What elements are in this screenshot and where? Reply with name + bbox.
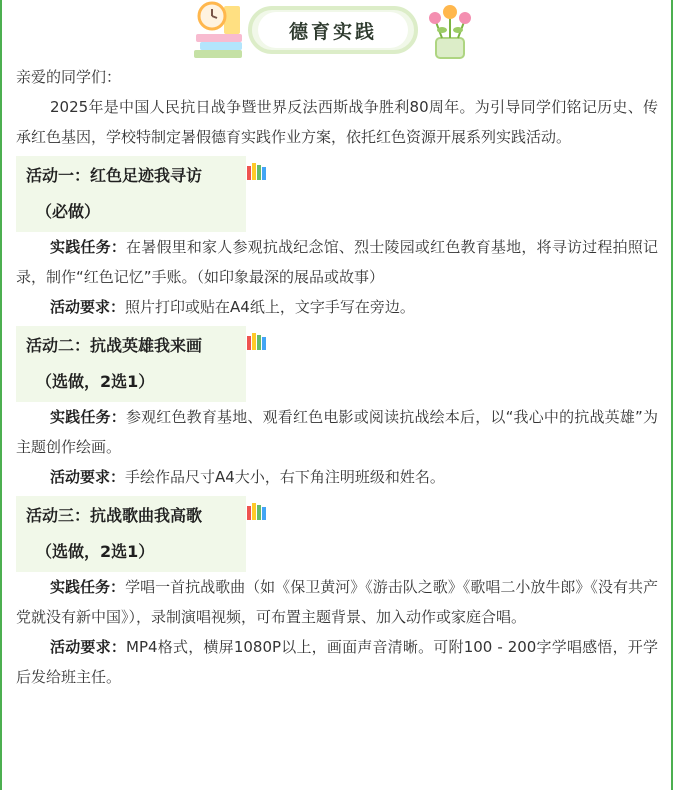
activity-3-heading — [16, 496, 246, 572]
flower-pot-icon — [422, 0, 478, 60]
requirement-text: 手绘作品尺寸A4大小，右下角注明班级和姓名。 — [125, 468, 445, 486]
activity-2-note: （选做，2选1） — [36, 372, 155, 391]
books-icon — [246, 162, 268, 180]
requirement-label: 活动要求： — [50, 468, 126, 486]
requirement-text: 照片打印或贴在A4纸上，文字手写在旁边。 — [125, 298, 415, 316]
task-text: 参观红色教育基地、观看红色电影或阅读抗战绘本后，以“我心中的抗战英雄”为主题创作绘画。 — [16, 408, 658, 456]
requirement-text: MP4格式，横屏1080P以上，画面声音清晰。可附100 - 200字学唱感悟，开学后发给班主任。 — [16, 638, 658, 686]
requirement-label: 活动要求： — [50, 298, 126, 316]
task-label: 实践任务： — [50, 578, 126, 596]
activity-1-requirement — [16, 292, 658, 322]
activity-1-note: （必做） — [36, 202, 101, 221]
title-pill — [248, 6, 418, 54]
activity-2-title: 活动二：抗战英雄我来画 — [26, 336, 203, 355]
page-title: 德育实践 — [258, 12, 408, 48]
requirement-label: 活动要求： — [50, 638, 127, 656]
activity-2-heading — [16, 326, 246, 402]
books-icon — [246, 502, 268, 520]
activity-2-task — [16, 402, 658, 462]
activity-2-requirement — [16, 462, 658, 492]
activity-1-task — [16, 232, 658, 292]
task-label: 实践任务： — [50, 408, 126, 426]
task-text: 在暑假里和家人参观抗战纪念馆、烈士陵园或红色教育基地，将寻访过程拍照记录，制作“红色记忆”手账。（如印象最深的展品或故事） — [16, 238, 658, 286]
activity-1-title: 活动一：红色足迹我寻访 — [26, 166, 203, 185]
header-banner — [190, 0, 480, 62]
intro-paragraph: 2025年是中国人民抗日战争暨世界反法西斯战争胜利80周年。为引导同学们铭记历史、传承红色基因，学校特制定暑假德育实践作业方案，依托红色资源开展系列实践活动。 — [16, 98, 658, 146]
activity-3-title: 活动三：抗战歌曲我高歌 — [26, 506, 203, 525]
main-content — [16, 62, 658, 692]
task-text: 学唱一首抗战歌曲（如《保卫黄河》《游击队之歌》《歌唱二小放牛郎》《没有共产党就没有新中国》），录制演唱视频，可布置主题背景、加入动作或家庭合唱。 — [16, 578, 658, 626]
activity-1-heading — [16, 156, 246, 232]
activity-3-note: （选做，2选1） — [36, 542, 155, 561]
greeting: 亲爱的同学们： — [16, 68, 122, 86]
books-icon — [246, 332, 268, 350]
task-label: 实践任务： — [50, 238, 127, 256]
activity-3-requirement — [16, 632, 658, 692]
books-clock-icon — [190, 0, 250, 60]
activity-3-task — [16, 572, 658, 632]
